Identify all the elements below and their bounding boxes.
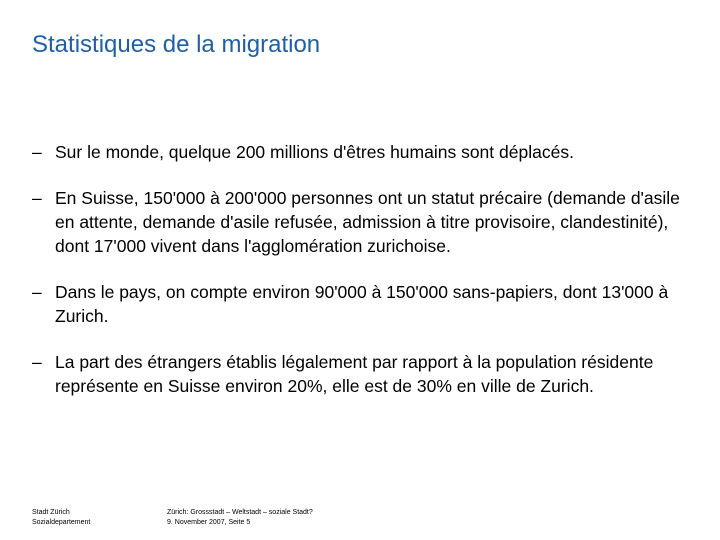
footer-organization [32, 508, 90, 528]
bullet-item [32, 140, 692, 164]
bullet-dash: – [32, 282, 42, 302]
footer-date-page: 9. November 2007, Seite 5 [167, 519, 251, 526]
bullet-dash: – [32, 188, 42, 208]
footer-presentation-info [167, 508, 313, 528]
bullet-text: Dans le pays, on compte environ 90'000 à 150'000 sans-papiers, dont 13'000 à Zurich. [55, 282, 669, 326]
bullet-dash: – [32, 352, 42, 372]
bullet-text: Sur le monde, quelque 200 millions d'êtres humains sont déplacés. [55, 142, 574, 162]
bullet-text: En Suisse, 150'000 à 200'000 personnes ont un statut précaire (demande d'asile en attente, demande d'asile refusée, admission à titre provisoire, clandestinité), dont 17'000 vivent dans l'agglomération zurichoise. [55, 188, 680, 256]
bullet-item [32, 280, 692, 328]
footer-presentation-title: Zürich: Grossstadt – Weltstadt – soziale Stadt? [167, 509, 313, 516]
slide-title: Statistiques de la migration [32, 31, 321, 58]
footer-org-city: Stadt Zürich [32, 509, 70, 516]
bullet-dash: – [32, 142, 42, 162]
bullet-item [32, 186, 692, 258]
footer-org-department: Sozialdepartement [32, 519, 91, 526]
bullet-text: La part des étrangers établis légalement par rapport à la population résidente représente en Suisse environ 20%, elle est de 30% en ville de Zurich. [55, 352, 654, 396]
bullet-item [32, 350, 692, 398]
bullet-list [32, 140, 692, 420]
